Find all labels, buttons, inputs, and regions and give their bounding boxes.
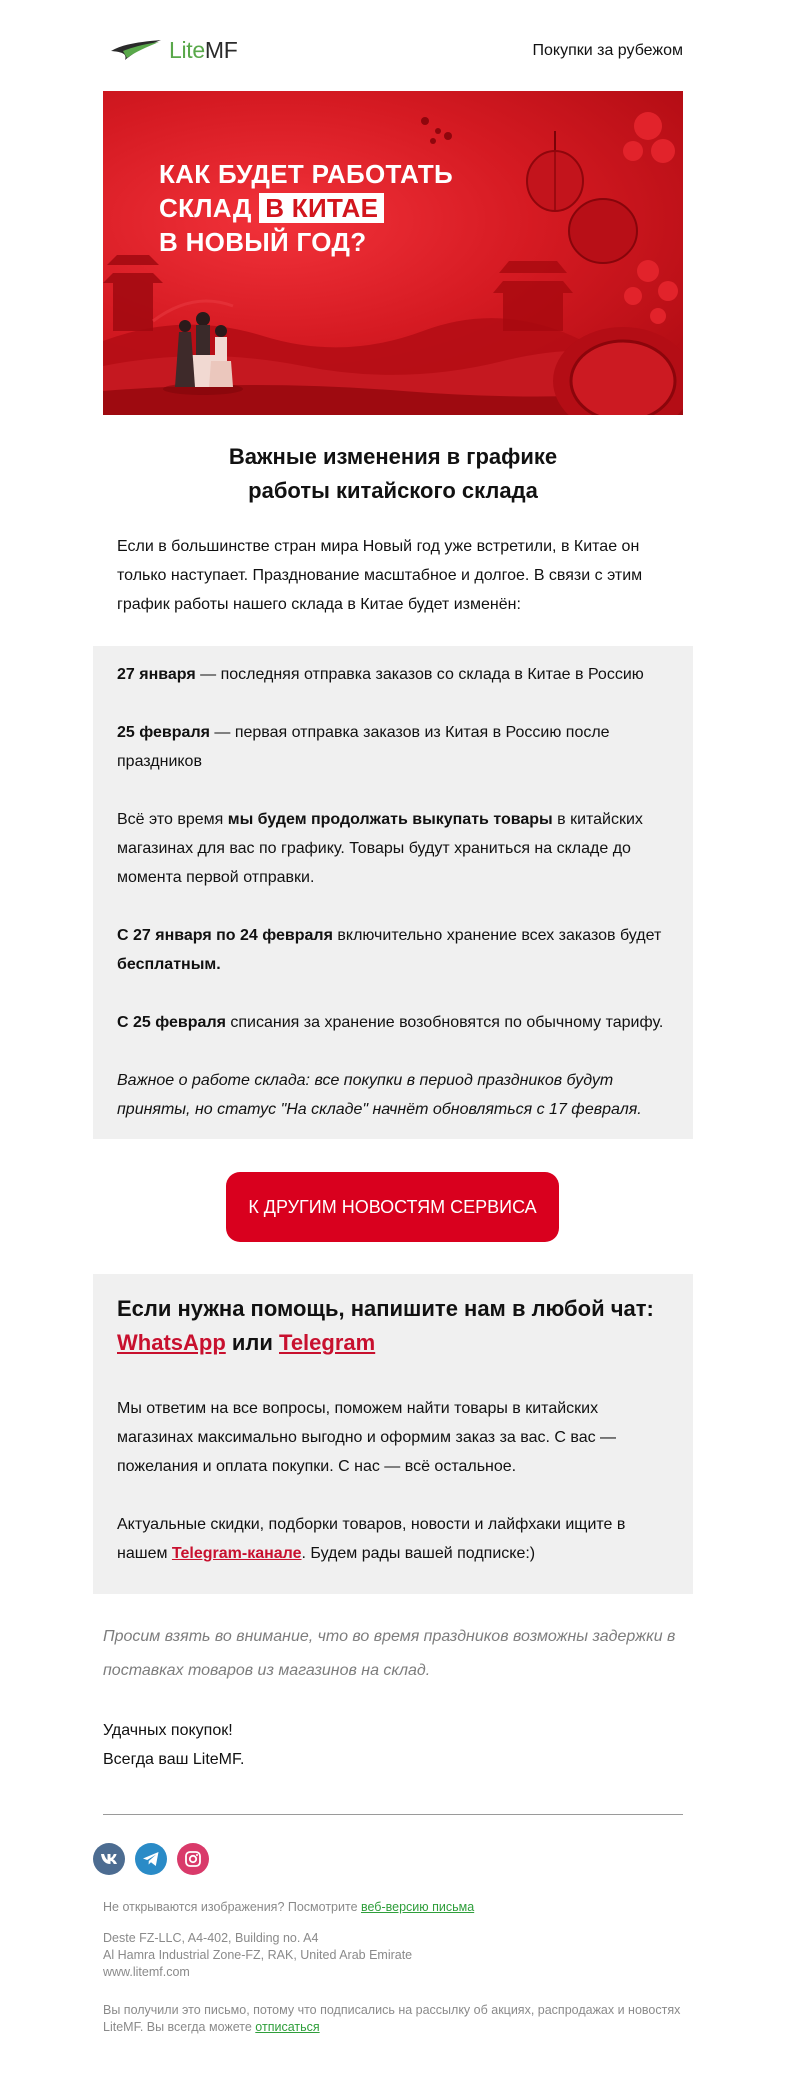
telegram-icon[interactable] bbox=[135, 1843, 167, 1875]
schedule-warehouse-note: Важное о работе склада: все покупки в период праздников будут приняты, но статус "На складе" начнёт обновляться с 17 февраля. bbox=[117, 1072, 642, 1118]
litemf-logo[interactable] bbox=[109, 32, 249, 68]
email-header bbox=[103, 28, 683, 76]
help-title-text: Если нужна помощь, напишите нам в любой чат: bbox=[117, 1296, 654, 1321]
other-news-button[interactable]: К ДРУГИМ НОВОСТЯМ СЕРВИСА bbox=[226, 1172, 559, 1242]
article-heading bbox=[103, 440, 683, 508]
schedule-text: включительно хранение всех заказов будет bbox=[332, 927, 662, 944]
article-heading-line2: работы китайского склада bbox=[248, 478, 538, 503]
address-line2: Al Hamra Industrial Zone-FZ, RAK, United Arab Emirate bbox=[103, 1948, 413, 1962]
schedule-text: Всё это время bbox=[117, 811, 228, 828]
schedule-date: 25 февраля bbox=[117, 724, 210, 741]
telegram-channel-paragraph bbox=[117, 1510, 677, 1568]
banner-title bbox=[159, 157, 453, 259]
vk-icon[interactable] bbox=[93, 1843, 125, 1875]
logo-text-mf: MF bbox=[204, 36, 238, 63]
web-version-line bbox=[103, 1899, 683, 1916]
schedule-item-buyout bbox=[117, 805, 677, 892]
logo-text-lite: Lite bbox=[169, 36, 205, 63]
telegram-channel-text: Актуальные скидки, подборки товаров, новости и лайфхаки ищите в нашем bbox=[117, 1516, 626, 1562]
schedule-date: С 25 февраля bbox=[117, 1014, 226, 1031]
schedule-text: — первая отправка заказов из Китая в Россию после праздников bbox=[117, 724, 610, 770]
schedule-text: списания за хранение возобновятся по обычному тарифу. bbox=[225, 1014, 664, 1031]
telegram-channel-text-end: . Будем рады вашей подписке:) bbox=[301, 1545, 536, 1562]
help-paragraph: Мы ответим на все вопросы, поможем найти товары в китайских магазинах максимально выгодно и оформим заказ за вас. С вас — пожелания и оплата покупки. С нас — всё остальное. bbox=[117, 1400, 617, 1475]
company-address bbox=[103, 1930, 683, 1981]
telegram-channel-link[interactable]: Telegram-канале bbox=[171, 1545, 302, 1562]
banner-title-line1: КАК БУДЕТ РАБОТАТЬ bbox=[159, 159, 454, 189]
article-heading-line1: Важные изменения в графике bbox=[228, 444, 558, 469]
schedule-bold-text: бесплатным. bbox=[117, 956, 221, 973]
web-version-text: Не открываются изображения? Посмотрите bbox=[103, 1900, 361, 1914]
banner-title-line2-text: СКЛАД bbox=[159, 193, 252, 223]
schedule-date: С 27 января по 24 февраля bbox=[117, 927, 333, 944]
schedule-item-storage-fees bbox=[117, 1008, 677, 1037]
schedule-date: 27 января bbox=[117, 666, 196, 683]
banner-title-highlight: В КИТАЕ bbox=[259, 193, 384, 223]
schedule-item-last-shipment bbox=[117, 660, 677, 689]
schedule-item-first-shipment bbox=[117, 718, 677, 776]
intro-paragraph: Если в большинстве стран мира Новый год уже встретили, в Китае он только наступает. Празднование масштабное и долгое. В связи с этим график работы нашего склада в Китае будет изменён: bbox=[117, 538, 643, 613]
schedule-text: — последняя отправка заказов со склада в Китае в Россию bbox=[195, 666, 644, 683]
schedule-box bbox=[93, 646, 693, 1139]
help-title-or: или bbox=[225, 1330, 280, 1355]
telegram-link[interactable]: Telegram bbox=[279, 1330, 376, 1355]
schedule-item-free-storage bbox=[117, 921, 677, 979]
delay-note: Просим взять во внимание, что во время праздников возможны задержки в поставках товаров из магазинов на склад. bbox=[103, 1628, 676, 1679]
instagram-icon[interactable] bbox=[177, 1843, 209, 1875]
unsubscribe-notice bbox=[103, 2002, 683, 2036]
signoff bbox=[103, 1716, 683, 1774]
unsubscribe-link[interactable]: отписаться bbox=[255, 2020, 320, 2034]
logo-text bbox=[169, 37, 238, 64]
help-box bbox=[93, 1274, 693, 1594]
social-links bbox=[93, 1843, 209, 1875]
footer-divider bbox=[103, 1814, 683, 1815]
signoff-line2: Всегда ваш LiteMF. bbox=[103, 1751, 245, 1768]
plane-logo-icon bbox=[109, 34, 165, 66]
schedule-text: в китайских магазинах для вас по графику. Товары будут храниться на складе до момента первой отправки. bbox=[117, 811, 643, 886]
schedule-bold-text: мы будем продолжать выкупать товары bbox=[227, 811, 553, 828]
signoff-line1: Удачных покупок! bbox=[103, 1722, 233, 1739]
web-version-link[interactable]: веб-версию письма bbox=[361, 1900, 475, 1914]
whatsapp-link[interactable]: WhatsApp bbox=[117, 1330, 226, 1355]
banner-title-line2 bbox=[159, 191, 453, 225]
banner-title-line3: В НОВЫЙ ГОД? bbox=[159, 227, 367, 257]
address-line1: Deste FZ-LLC, A4-402, Building no. A4 bbox=[103, 1931, 319, 1945]
website-url: www.litemf.com bbox=[103, 1965, 190, 1979]
unsubscribe-text: Вы получили это письмо, потому что подписались на рассылку об акциях, распродажах и новостях LiteMF. Вы всегда можете bbox=[103, 2003, 681, 2034]
nav-link-shopping-abroad[interactable]: Покупки за рубежом bbox=[532, 42, 683, 59]
hero-banner bbox=[103, 91, 683, 415]
help-title bbox=[117, 1292, 677, 1360]
